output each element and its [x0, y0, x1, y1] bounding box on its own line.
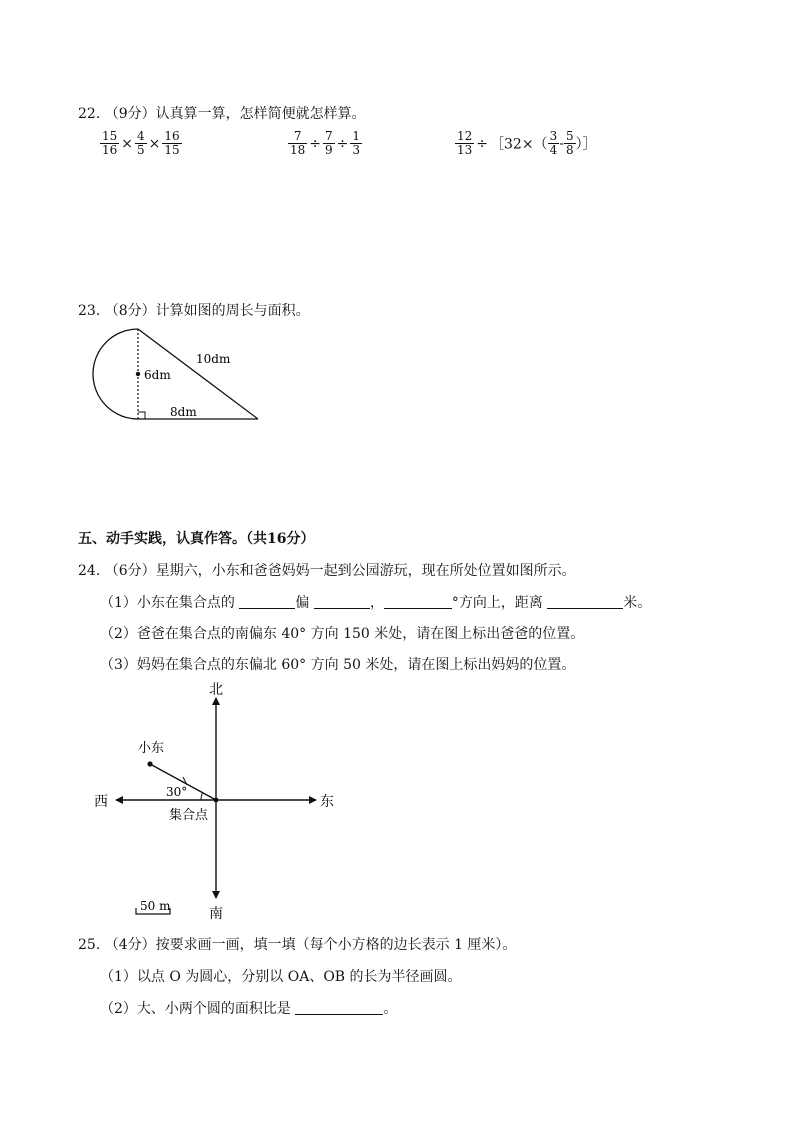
- q22-expression-2: $\frac{7}{18}$ ÷ $\frac{7}{9}$ ÷ $\frac{1}{3}$: [290, 129, 361, 157]
- q25-part-2: （2）大、小两个圆的面积比是 。: [100, 1001, 398, 1017]
- q24-part-1: （1）小东在集合点的 偏 ， °方向上，距离 米。: [100, 595, 652, 611]
- q23-figure: [88, 322, 268, 428]
- fraction: $\frac{7}{9}$: [325, 129, 333, 157]
- q25-title: 25. （4分）按要求画一画，填一填（每个小方格的边长表示 1 厘米）。: [78, 937, 517, 953]
- scale-label: 50 m: [140, 899, 171, 913]
- answer-blank-distance[interactable]: [547, 594, 623, 609]
- answer-blank-area-ratio[interactable]: [295, 1000, 383, 1015]
- fraction: $\frac{12}{13}$: [457, 129, 473, 157]
- q22-expression-1: $\frac{15}{16}$ × $\frac{4}{5}$ × $\frac{16}{15}$: [102, 129, 180, 157]
- label-east: 东: [320, 794, 334, 810]
- q22-expression-3: $\frac{12}{13}$ ÷ ［32×（ $\frac{3}{4}$ - $\frac{5}{8}$ ）］: [457, 129, 597, 157]
- label-south: 南: [209, 906, 223, 922]
- label-north: 北: [209, 682, 223, 698]
- answer-blank-direction-2[interactable]: [314, 594, 370, 609]
- label-diameter: 6dm: [144, 368, 171, 382]
- section-5-heading: 五、动手实践，认真作答。（共16分）: [78, 531, 315, 547]
- q22-title: 22. （9分）认真算一算，怎样简便就怎样算。: [78, 106, 366, 122]
- answer-blank-angle[interactable]: [384, 594, 452, 609]
- q24-title: 24. （6分）星期六，小东和爸爸妈妈一起到公园游玩，现在所处位置如图所示。: [78, 563, 576, 579]
- label-angle: 30°: [166, 785, 188, 799]
- q24-map[interactable]: [88, 678, 348, 924]
- q24-part-2: （2）爸爸在集合点的南偏东 40° 方向 150 米处，请在图上标出爸爸的位置。: [100, 626, 585, 642]
- fraction: $\frac{7}{18}$: [290, 129, 306, 157]
- label-origin: 集合点: [169, 808, 209, 823]
- xiaodong-point: [147, 761, 152, 766]
- label-hypotenuse: 10dm: [196, 352, 231, 366]
- label-west: 西: [94, 794, 108, 810]
- semicircle-arc: [93, 329, 138, 419]
- fraction: $\frac{1}{3}$: [352, 129, 361, 157]
- q25-part-1: （1）以点 O 为圆心，分别以 OA、OB 的长为半径画圆。: [100, 969, 462, 985]
- q24-part-3: （3）妈妈在集合点的东偏北 60° 方向 50 米处，请在图上标出妈妈的位置。: [100, 657, 576, 673]
- label-base: 8dm: [170, 405, 197, 419]
- fraction: $\frac{15}{16}$: [102, 129, 118, 157]
- fraction: $\frac{5}{8}$: [565, 129, 574, 157]
- angle-arc: [201, 792, 203, 800]
- right-angle-mark: [138, 412, 145, 419]
- origin-point: [214, 798, 219, 803]
- center-point: [136, 372, 140, 376]
- fraction: $\frac{16}{15}$: [164, 129, 180, 157]
- q23-title: 23. （8分）计算如图的周长与面积。: [78, 303, 310, 319]
- fraction: $\frac{4}{5}$: [137, 129, 145, 157]
- fraction: $\frac{3}{4}$: [549, 129, 558, 157]
- label-xiaodong: 小东: [138, 741, 165, 756]
- answer-blank-direction-1[interactable]: [239, 594, 295, 609]
